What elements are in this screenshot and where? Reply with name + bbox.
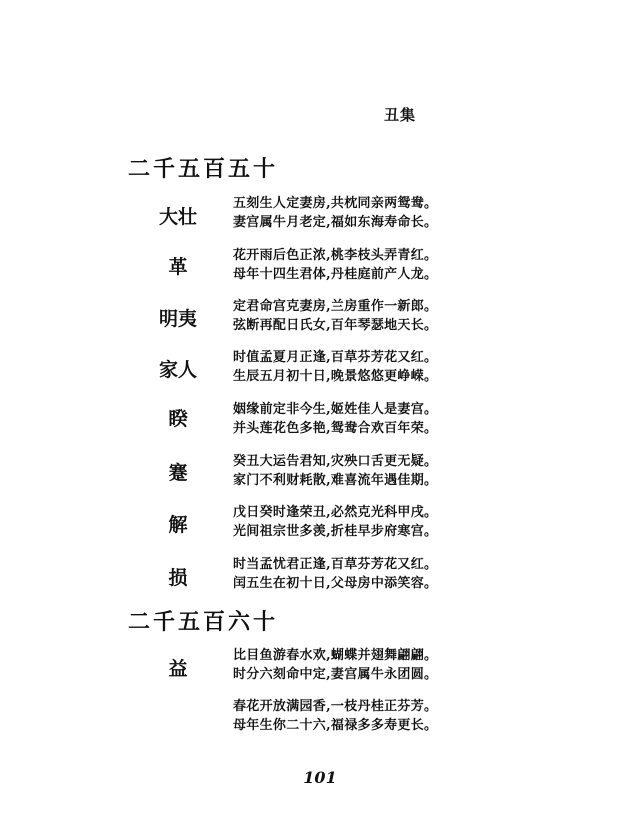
- verse: [233, 194, 437, 232]
- list-item: [128, 348, 528, 388]
- verse-line: 家门不利财耗散,难喜流年遇佳期。: [233, 473, 438, 488]
- verse-line: 并头莲花色多艳,鸳鸯合欢百年荣。: [233, 421, 438, 436]
- hexagram-name: 损: [168, 567, 188, 589]
- verse-line: 母年十四生君体,丹桂庭前产人龙。: [233, 267, 438, 282]
- verse-line: 五刻生人定妻房,共枕同亲两鸳鸯。: [233, 196, 438, 211]
- list-item: [128, 194, 528, 234]
- verse-line: 癸丑大运告君知,灾殃口舌更无疑。: [233, 454, 438, 469]
- verse: [233, 246, 437, 284]
- verse-line: 定君命宫克妻房,兰房重作一新郎。: [233, 299, 438, 314]
- verse-line: 花开雨后色正浓,桃李枝头弄青红。: [233, 248, 438, 263]
- hexagram-name: 解: [168, 514, 188, 536]
- verse-line: 姻缘前定非今生,姬姓佳人是妻宫。: [233, 402, 438, 417]
- hexagram-name: 益: [168, 658, 188, 680]
- hexagram-name: 蹇: [168, 462, 188, 484]
- list-item: [128, 452, 528, 492]
- list-item: [128, 297, 528, 337]
- hexagram-name: 大壮: [158, 206, 197, 228]
- verse: [233, 555, 437, 593]
- verse-line: 光间祖宗世多羡,折桂早步府寒宫。: [233, 524, 438, 539]
- verse-line: 母年生你二十六,福禄多多寿更长。: [233, 718, 438, 733]
- section-title: 二千五百五十: [128, 156, 279, 182]
- verse-line: 弦断再配日氏女,百年琴瑟地天长。: [233, 318, 438, 333]
- list-item: [128, 400, 528, 440]
- verse-line: 时值孟夏月正逢,百草芬芳花又红。: [233, 350, 438, 365]
- verse-line: 春花开放满园香,一枝丹桂正芬芳。: [233, 699, 438, 714]
- verse: [233, 697, 437, 735]
- hexagram-name: 睽: [168, 408, 188, 430]
- verse-line: 比目鱼游春水欢,蝴蝶并翅舞翩翩。: [233, 648, 438, 663]
- verse: [233, 297, 437, 335]
- list-item: [128, 646, 528, 686]
- verse: [233, 348, 437, 386]
- hexagram-name: 革: [168, 256, 188, 278]
- section-title: 二千五百六十: [128, 609, 279, 635]
- list-item: [128, 697, 528, 737]
- verse: [233, 400, 437, 438]
- verse-line: 妻宫属牛月老定,福如东海寿命长。: [233, 215, 438, 230]
- verse: [233, 503, 437, 541]
- page-number: 101: [303, 768, 337, 787]
- list-item: [128, 503, 528, 543]
- list-item: [128, 246, 528, 286]
- chapter-header: 丑集: [384, 106, 417, 124]
- verse-line: 生辰五月初十日,晚景悠悠更峥嵘。: [233, 369, 438, 384]
- verse: [233, 646, 437, 684]
- verse-line: 时当孟忧君正逢,百草芬芳花又红。: [233, 557, 438, 572]
- list-item: [128, 555, 528, 595]
- verse-line: 时分六刻命中定,妻宫属牛永团圆。: [233, 667, 438, 682]
- hexagram-name: 明夷: [158, 308, 197, 330]
- verse-line: 戊日癸时逢荣丑,必然克光科甲戌。: [233, 505, 438, 520]
- verse: [233, 452, 437, 490]
- verse-line: 闰五生在初十日,父母房中添笑容。: [233, 576, 438, 591]
- hexagram-name: 家人: [158, 359, 197, 381]
